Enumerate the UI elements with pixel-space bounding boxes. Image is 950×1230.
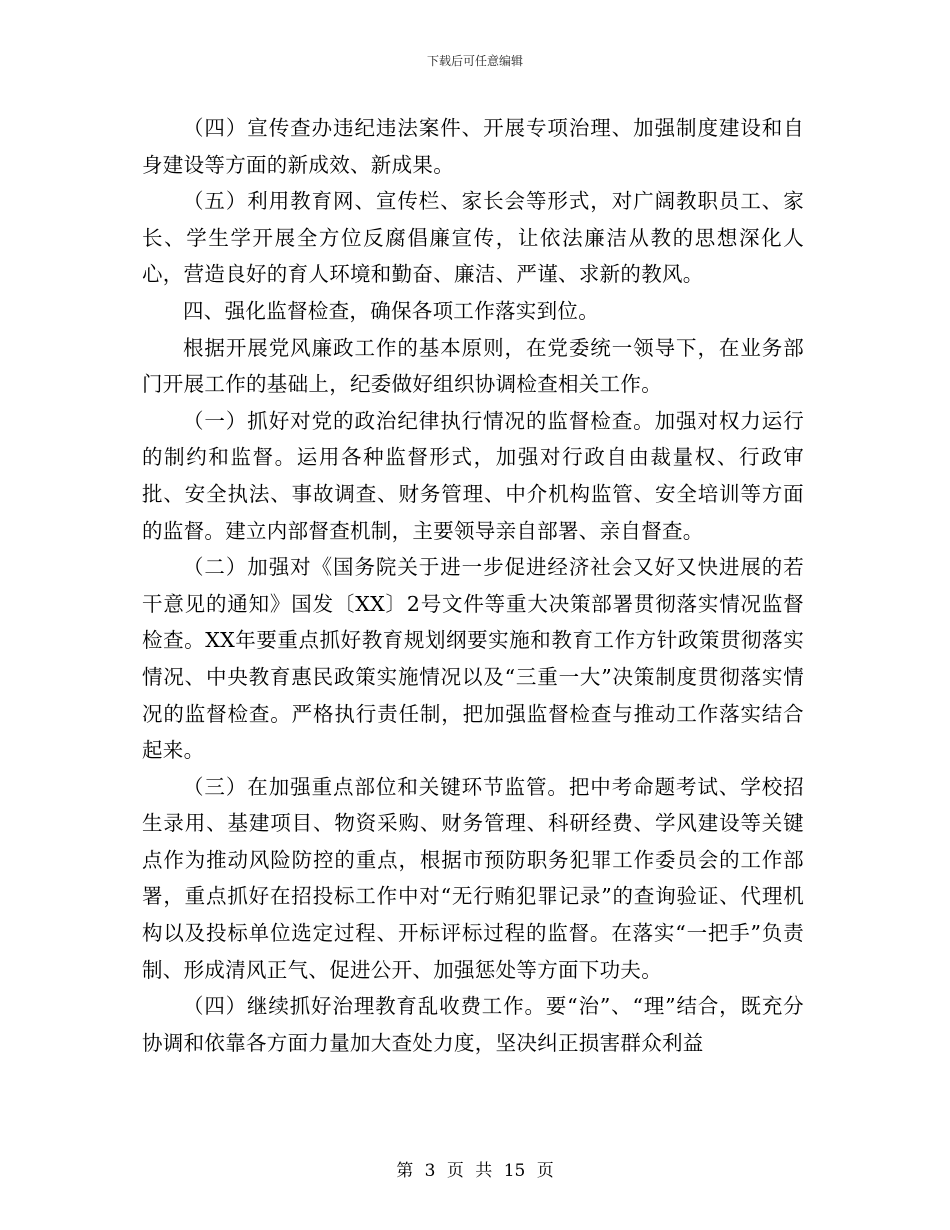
paragraph: （四）继续抓好治理教育乱收费工作。要“治”、“理”结合，既充分协调和依靠各方面力量加大查处力度，坚决纠正损害群众利益 (142, 994, 804, 1055)
paragraph: （五）利用教育网、宣传栏、家长会等形式，对广阔教职员工、家长、学生学开展全方位反腐倡廉宣传，让依法廉洁从教的思想深化人心，营造良好的育人环境和勤奋、廉洁、严谨、求新的教风。 (142, 189, 804, 287)
paragraph: （一）抓好对党的政治纪律执行情况的监督检查。加强对权力运行的制约和监督。运用各种监督形式，加强对行政自由裁量权、行政审批、安全执法、事故调查、财务管理、中介机构监管、安全培训等方面的监督。建立内部督查机制，主要领导亲自部署、亲自督查。 (142, 408, 804, 543)
page-number-footer: 第 3 页 共 15 页 (396, 1161, 554, 1181)
document-body (142, 110, 804, 1061)
paragraph: 根据开展党风廉政工作的基本原则，在党委统一领导下，在业务部门开展工作的基础上，纪委做好组织协调检查相关工作。 (142, 335, 804, 397)
paragraph: （四）宣传查办违纪违法案件、开展专项治理、加强制度建设和自身建设等方面的新成效、新成果。 (142, 116, 804, 177)
paragraph: （二）加强对《国务院关于进一步促进经济社会又好又快进展的若干意见的通知》国发〔XX〕2号文件等重大决策部署贯彻落实情况监督检查。XX年要重点抓好教育规划纲要实施和教育工作方针政策贯彻落实情况、中央教育惠民政策实施情况以及“三重一大”决策制度贯彻落实情况的监督检查。严格执行责任制，把加强监督检查与推动工作落实结合起来。 (142, 555, 804, 763)
paragraph: （三）在加强重点部位和关键环节监管。把中考命题考试、学校招生录用、基建项目、物资采购、财务管理、科研经费、学风建设等关键点作为推动风险防控的重点，根据市预防职务犯罪工作委员会的工作部署，重点抓好在招投标工作中对“无行贿犯罪记录”的查询验证、代理机构以及投标单位选定过程、开标评标过程的监督。在落实“一把手”负责制、形成清风正气、促进公开、加强惩处等方面下功夫。 (142, 774, 804, 982)
section-heading: 四、强化监督检查，确保各项工作落实到位。 (183, 298, 599, 323)
page-header: 下载后可任意编辑 (426, 54, 523, 68)
